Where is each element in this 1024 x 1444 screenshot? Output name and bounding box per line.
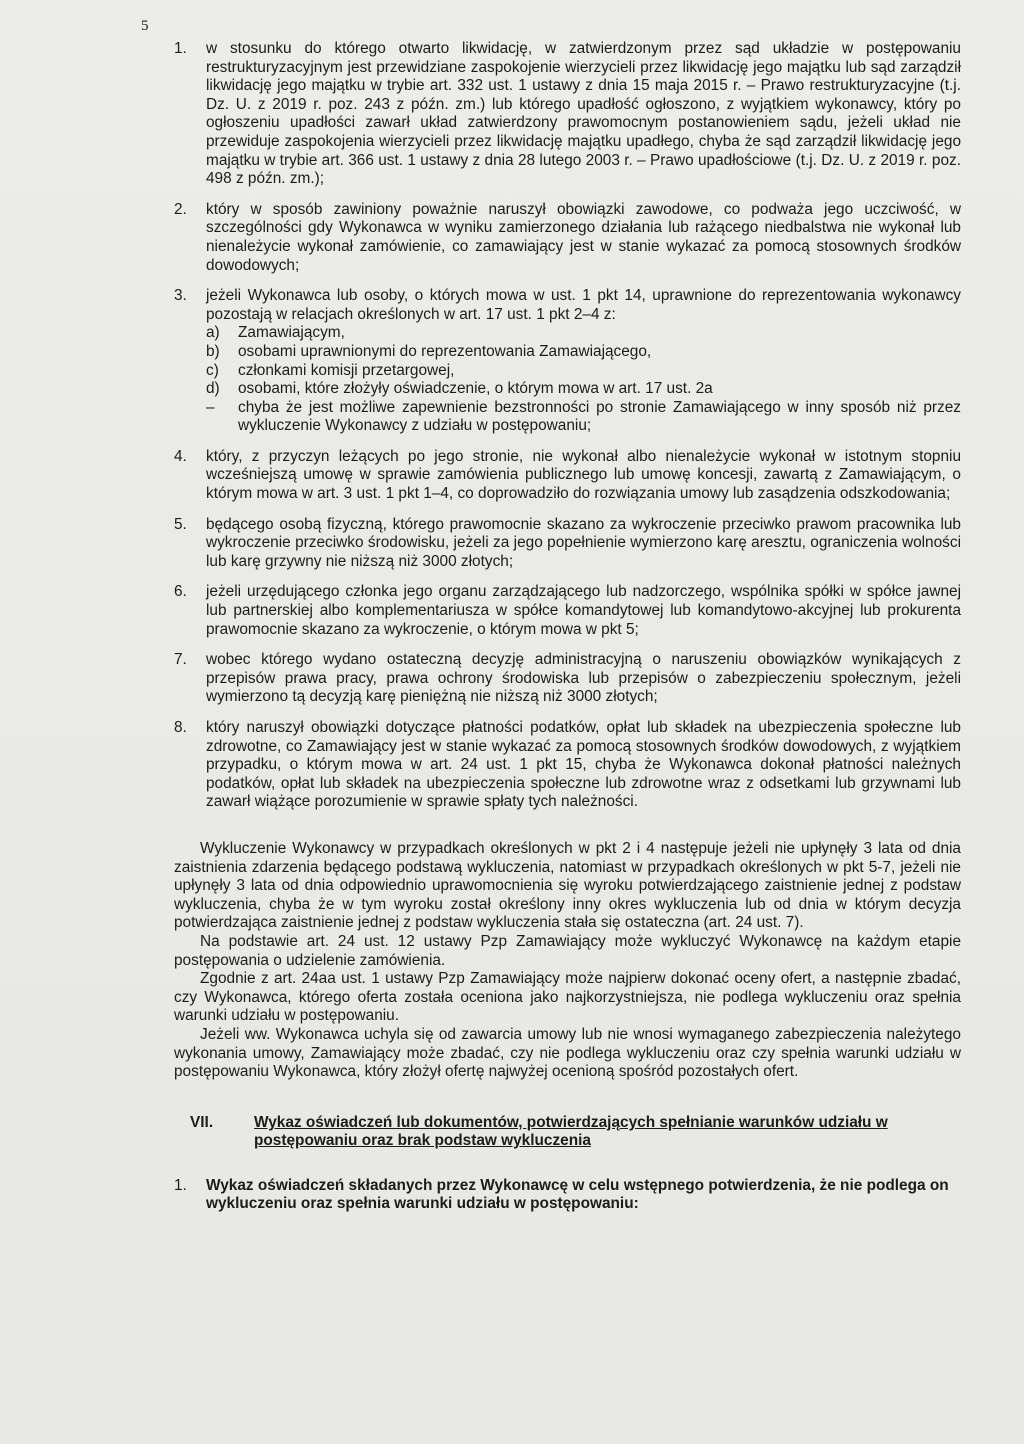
sublist-letter: b) [206,342,220,360]
section-title: Wykaz oświadczeń lub dokumentów, potwierdzających spełnianie warunków udziału w postępowaniu oraz brak podstaw wykluczenia [254,1113,888,1150]
sublist-letter: a) [206,324,220,342]
item-number: 1. [174,40,187,57]
sublist-text: członkami komisji przetargowej, [238,361,455,379]
item-text: który w sposób zawiniony poważnie naruszył obowiązki zawodowe, co podważa jego uczciwość, w szczególności gdy Wykonawca w wyniku zamierzonego działania lub rażącego niedbalstwa nie wykonał lub nienależycie wykonał zamówienie, co zamawiający jest w stanie wykazać za pomocą stosownych środków dowodowych; [206,200,961,274]
item-number: 7. [174,651,187,669]
paragraph: Na podstawie art. 24 ust. 12 ustawy Pzp Zamawiający może wykluczyć Wykonawcę na każdym etapie postępowania o udzielenie zamówienia. [174,932,961,969]
item-text: który, z przyczyn leżących po jego stronie, nie wykonał albo nienależycie wykonał w istotnym stopniu wcześniejszą umowę w sprawie zamówienia publicznego lub umowę koncesji, zawartą z Zamawiającym, o którym mowa w art. 3 ust. 1 pkt 1–4, co doprowadziło do rozwiązania umowy lub zasądzenia odszkodowania; [206,447,961,503]
item-number: 4. [174,447,187,465]
item-number: 3. [174,287,187,305]
subsection-number: 1. [174,1176,187,1194]
item-number: 5. [174,515,187,533]
paragraph: Jeżeli ww. Wykonawca uchyla się od zawarcia umowy lub nie wnosi wymaganego zabezpieczenia należytego wykonania umowy, Zamawiający może zbadać, czy nie podlega wykluczeniu oraz czy spełnia warunki udziału w postępowaniu Wykonawca, który złożył ofertę najwyżej ocenioną spośród pozostałych ofert. [174,1025,961,1081]
section-heading [174,1114,961,1151]
paragraph: Zgodnie z art. 24aa ust. 1 ustawy Pzp Zamawiający może najpierw dokonać oceny ofert, a następnie zbadać, czy Wykonawca, którego oferta została oceniona jako najkorzystniejsza, nie podlega wykluczeniu oraz spełnia warunki udziału w postępowaniu. [174,970,961,1025]
paragraph: Wykluczenie Wykonawcy w przypadkach określonych w pkt 2 i 4 następuje jeżeli nie upłynęły 3 lata od dnia zaistnienia zdarzenia będącego podstawą wykluczenia, natomiast w przypadkach określonych w pkt 5-7, jeżeli nie upłynęły 3 lata od dnia odpowiednio uprawomocnienia się wyroku potwierdzającego zaistnienie jednej z podstaw wykluczenia, chyba że w tym wyroku został określony inny okres wykluczenia lub od dnia w którym decyzja potwierdzająca zaistnienie jednej z podstaw wykluczenia stała się ostateczna (art. 24 ust. 7). [174,839,961,932]
document-body [174,40,961,1214]
relations-sublist [206,324,961,398]
sublist-letter: d) [206,380,220,398]
sublist-item [206,362,961,381]
item-number: 2. [174,200,187,218]
item-text: w stosunku do którego otwarto likwidację, w zatwierdzonym przez sąd układzie w postępowaniu restrukturyzacyjnym jest przewidziane zaspokojenie wierzycieli przez likwidację jego majątku lub sąd zarządził likwidację jego majątku w trybie art. 332 ust. 1 ustawy z dnia 15 maja 2015 r. – Prawo restrukturyzacyjne (t.j. Dz. U. z 2019 r. poz. 243 z późn. zm.) lub którego upadłość ogłoszono, z wyjątkiem wykonawcy, który po ogłoszeniu upadłości zawarł układ zatwierdzony prawomocnym postanowieniem sądu, jeżeli układ nie przewiduje zaspokojenia wierzycieli przez likwidację majątku upadłego, chyba że sąd zarządził likwidację jego majątku w trybie art. 366 ust. 1 ustawy z dnia 28 lutego 2003 r. – Prawo upadłościowe (t.j. Dz. U. z 2019 r. poz. 498 z późn. zm.); [206,40,961,188]
item-text: będącego osobą fizyczną, którego prawomocnie skazano za wykroczenie przeciwko prawom pracownika lub wykroczenie przeciwko środowisku, jeżeli za jego popełnienie wymierzono karę aresztu, ograniczenia wolności lub karę grzywny nie niższą niż 3000 złotych; [206,515,961,570]
sublist-item [206,343,961,362]
sublist-letter: c) [206,361,219,379]
item-text: który naruszył obowiązki dotyczące płatności podatków, opłat lub składek na ubezpieczenia społeczne lub zdrowotne, co Zamawiający jest w stanie wykazać za pomocą stosownych środków dowodowych, z wyjątkiem przypadku, o którym mowa w art. 24 ust. 1 pkt 15, chyba że Wykonawca dokonał płatności należnych podatków, opłat lub składek na ubezpieczenia społeczne lub zdrowotne wraz z odsetkami lub grzywnami lub zawarł wiążące porozumienie w sprawie spłaty tych należności. [206,719,961,811]
exclusion-list [174,40,961,812]
list-item [174,516,961,572]
list-item [174,651,961,707]
page-number: 5 [141,18,149,34]
item-number: 8. [174,719,187,736]
sublist-item [206,380,961,399]
list-item [174,40,961,189]
item-text: wobec którego wydano ostateczną decyzję administracyjną o naruszeniu obowiązków wynikających z przepisów prawa pracy, prawa ochrony środowiska lub przepisów o zabezpieczeniu społecznym, jeżeli wymierzono tą decyzją karę pieniężną nie niższą niż 3000 złotych; [206,651,961,706]
list-item [174,201,961,275]
sublist-text: osobami, które złożyły oświadczenie, o którym mowa w art. 17 ust. 2a [238,380,713,398]
subsection-heading [174,1177,961,1214]
list-item [174,719,961,812]
sublist-text: Zamawiającym, [238,324,345,342]
exception-clause [206,399,961,436]
sublist-text: osobami uprawnionymi do reprezentowania Zamawiającego, [238,342,652,360]
sublist-item [206,324,961,343]
item-text: jeżeli urzędującego członka jego organu zarządzającego lub nadzorczego, wspólnika spółki w spółce jawnej lub partnerskiej albo komplementariusza w spółce komandytowej lub komandytowo-akcyjnej lub prokurenta prawomocnie skazano za wykroczenie, o którym mowa w pkt 5; [206,583,961,638]
exception-text: chyba że jest możliwe zapewnienie bezstronności po stronie Zamawiającego w inny sposób niż przez wykluczenie Wykonawcy z udziału w postępowaniu; [238,398,961,435]
list-item [174,287,961,436]
dash-marker: – [206,398,215,416]
item-number: 6. [174,583,187,601]
list-item [174,583,961,639]
item-text: jeżeli Wykonawca lub osoby, o których mowa w ust. 1 pkt 14, uprawnione do reprezentowania wykonawcy pozostają w relacjach określonych w art. 17 ust. 1 pkt 2–4 z: [206,287,961,323]
list-item [174,448,961,504]
section-number: VII. [190,1113,214,1131]
subsection-title: Wykaz oświadczeń składanych przez Wykonawcę w celu wstępnego potwierdzenia, że nie podlega on wykluczeniu oraz spełnia warunki udziału w postępowaniu: [206,1176,949,1213]
